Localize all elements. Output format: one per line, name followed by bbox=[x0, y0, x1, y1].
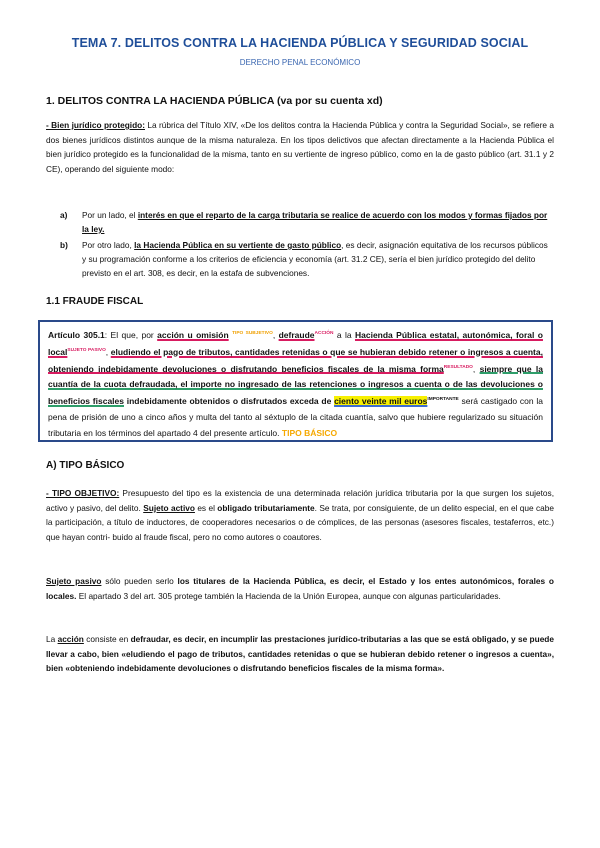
tag-importante: IMPORTANTE bbox=[427, 397, 459, 403]
tag-sujeto-pasivo: SUJETO PASIVO bbox=[67, 347, 106, 353]
tipo-objetivo-paragraph: - TIPO OBJETIVO: Presupuesto del tipo es la existencia de una determinada relación jurídica tributaria por la que surgen los sujetos, activo y pasivo, del delito. Sujeto activo es el obligado tributariamente. Se trata, por consiguiente, de un delito especial, en el que cabe la participación, a título de inductores, de cooperadores necesarios o de cómplices, de las personas (asesores fiscales, testaferros, etc.) que hayan contri- buido al fraude fiscal, pero no como autores o coautores. bbox=[46, 488, 555, 542]
tag-resultado: RESULTADO bbox=[443, 364, 473, 370]
tag-accion: ACCIÓN bbox=[314, 331, 334, 336]
highlight-text: la Hacienda Pública en su vertiente de gasto público bbox=[134, 240, 342, 250]
bien-juridico-paragraph bbox=[46, 118, 554, 176]
list-item: a) Por un lado, el interés en que el reparto de la carga tributaria se realice de acuerdo con los modos y formas fijados por la ley. bbox=[60, 210, 548, 234]
section-1-1-heading: 1.1 FRAUDE FISCAL bbox=[46, 296, 144, 307]
tipo-basico-label: TIPO BÁSICO bbox=[281, 428, 338, 439]
list-marker: b) bbox=[60, 240, 68, 250]
accion-paragraph: La acción consiste en defraudar, es decir, en incumplir las prestaciones jurídico-tributarias a las que se está obligado, y se puede llevar a cabo, bien «eludiendo el pago de tributos, cantidades retenidas o que se hubieran debido retener o ingresos a cuenta», bien «obteniendo indebidamente devoluciones o disfrutando beneficios fiscales de la misma forma». bbox=[46, 634, 554, 673]
section-1-heading: 1. DELITOS CONTRA LA HACIENDA PÚBLICA (va por su cuenta xd) bbox=[46, 95, 383, 107]
bien-juridico-list bbox=[60, 208, 554, 280]
sujeto-pasivo-paragraph: Sujeto pasivo sólo pueden serlo los titulares de la Hacienda Pública, es decir, el Estado y los entes autonómicos, forales o locales. El apartado 3 del art. 305 protege también la Hacienda de la Unión Europea, aunque con algunas particularidades. bbox=[46, 576, 554, 601]
tag-tipo-subjetivo: TIPO SUBJETIVO bbox=[232, 331, 273, 336]
bien-juridico-text: La rúbrica del Título XIV, «De los delitos contra la Hacienda Pública y contra la Seguridad Social», se refiere a dos bienes jurídicos distintos aunque de la misma naturaleza. En los tipos delictivos que afectan directamente a la Hacienda Pública el bien jurídico protegido es la funcionalidad de la misma, tanto en su vertiente de ingreso público, como en la de gasto público (art. 31.1 y 2 CE), operando del siguiente modo: bbox=[46, 120, 555, 174]
document-subtitle: DERECHO PENAL ECONÓMICO bbox=[239, 58, 361, 67]
article-305-box bbox=[38, 320, 553, 442]
highlight-text: interés en que el reparto de la carga tributaria se realice de acuerdo con los modos y formas fijados por la ley. bbox=[82, 210, 548, 234]
section-a-heading: A) TIPO BÁSICO bbox=[46, 460, 125, 471]
list-marker: a) bbox=[60, 210, 68, 220]
bien-juridico-label: - Bien jurídico protegido: bbox=[46, 120, 145, 130]
article-305-text: Artículo 305.1: El que, por acción u omisión $^{TIPO SUBJETIVO}$, defraude$^{ACCIÓN}$ a la Hacienda Pública estatal, autonómica, foral o local$^{SUJETO PASIVO}$, eludiendo el pago de tributos, cantidades retenidas o que se hubieran debido retener o ingresos a cuenta, obteniendo indebidamente devoluciones o disfrutando beneficios fiscales de la misma forma$^{RESULTADO}$, siempre que la cuantía de la cuota defraudada, el importe no ingresado de las retenciones o ingresos a cuenta o de las devoluciones o beneficios fiscales indebidamente obtenidos o disfrutados exceda de ciento veinte mil euros$^{IMPORTANTE}$ será castigado con la pena de prisión de uno a cinco años y multa del tanto al séxtuplo de la citada cuantía, salvo que hubiere regularizado su situación tributaria en los términos del apartado 4 del presente artículo. TIPO BÁSICO bbox=[48, 329, 543, 439]
document-title: TEMA 7. DELITOS CONTRA LA HACIENDA PÚBLICA Y SEGURIDAD SOCIAL bbox=[71, 36, 529, 50]
list-item: b) Por otro lado, la Hacienda Pública en su vertiente de gasto público, es decir, asignación equitativa de los recursos públicos y su programación conforme a los criterios de eficiencia y economía (art. 31.2 CE), sería el bien jurídico protegido del delito previsto en el art. 308, es decir, en la estafa de subvenciones. bbox=[60, 240, 548, 278]
